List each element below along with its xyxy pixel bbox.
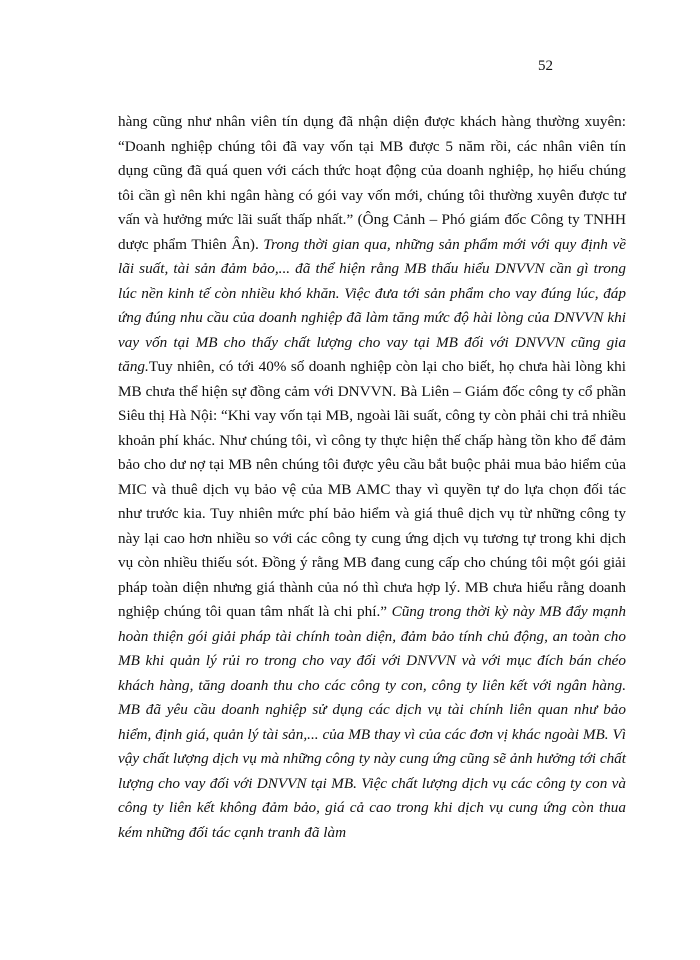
paragraph-segment-regular-2: Tuy nhiên, có tới 40% số doanh nghiệp còn lại cho biết, họ chưa hài lòng khi MB chưa thể hiện sự đồng cảm với DNVVN. Bà Liên – Giám đốc công ty cổ phần Siêu thị Hà Nội: “Khi vay vốn tại MB, ngoài lãi suất, công ty còn phải chi trả nhiều khoản phí khác. Như chúng tôi, vì công ty thực hiện thế chấp hàng tồn kho để đảm bảo cho dư nợ tại MB nên chúng tôi được yêu cầu bắt buộc phải mua bảo hiểm của MIC và thuê dịch vụ bảo vệ của MB AMC thay vì quyền tự do lựa chọn đối tác như trước kia. Tuy nhiên mức phí bảo hiểm và giá thuê dịch vụ từ những công ty này lại cao hơn nhiều so với các công ty cung ứng dịch vụ tương tự trong khi dịch vụ còn nhiều thiếu sót. Đồng ý rằng MB đang cung cấp cho chúng tôi một gói giải pháp toàn diện nhưng giá thành của nó thì chưa hợp lý. MB chưa hiểu rằng doanh nghiệp chúng tôi quan tâm nhất là chi phí.” [118, 358, 626, 620]
paragraph-segment-regular-1: hàng cũng như nhân viên tín dụng đã nhận diện được khách hàng thường xuyên: “Doanh nghiệp chúng tôi đã vay vốn tại MB được 5 năm rồi, các nhân viên tín dụng cũng đã quá quen với cách thức hoạt động của doanh nghiệp, họ hiểu chúng tôi cần gì nên khi ngân hàng có gói vay vốn mới, chúng tôi thường xuyên được tư vấn và hưởng mức lãi suất thấp nhất.” (Ông Cảnh – Phó giám đốc Công ty TNHH dược phẩm Thiên Ân). [118, 113, 626, 253]
page-number: 52 [538, 58, 553, 74]
paragraph-segment-italic-2: Cũng trong thời kỳ này MB đẩy mạnh hoàn thiện gói giải pháp tài chính toàn diện, đảm bảo tính chủ động, an toàn cho MB khi quản lý rủi ro trong cho vay đối với DNVVN và với mục đích bán chéo khách hàng, tăng doanh thu cho các công ty con, công ty liên kết với ngân hàng. MB đã yêu cầu doanh nghiệp sử dụng các dịch vụ tài chính liên quan như bảo hiểm, định giá, quản lý tài sản,... của MB thay vì của các đơn vị khác ngoài MB. Vì vậy chất lượng dịch vụ mà những công ty này cung ứng cũng sẽ ảnh hưởng tới chất lượng cho vay đối với DNVVN tại MB. Việc chất lượng dịch vụ các công ty con và công ty liên kết không đảm bảo, giá cả cao trong khi dịch vụ cung ứng còn thua kém những đối tác cạnh tranh đã làm [118, 603, 626, 841]
body-paragraph [118, 110, 626, 845]
paragraph-segment-italic-1: Trong thời gian qua, những sản phẩm mới với quy định về lãi suất, tài sản đảm bảo,... đã thể hiện rằng MB thấu hiểu DNVVN cần gì trong lúc nền kinh tế còn nhiều khó khăn. Việc đưa tới sản phẩm cho vay đúng lúc, đáp ứng đúng nhu cầu của doanh nghiệp đã làm tăng mức độ hài lòng của DNVVN khi vay vốn tại MB cho thấy chất lượng cho vay tại MB đối với DNVVN cũng gia tăng. [118, 235, 626, 375]
